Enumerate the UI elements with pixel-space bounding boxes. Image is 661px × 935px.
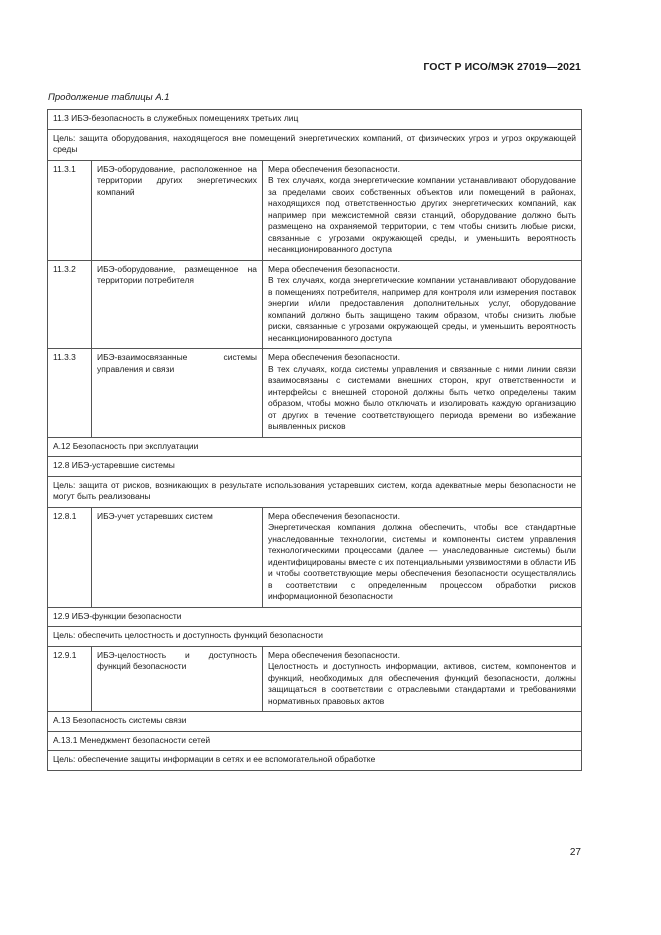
control-measure [263,646,582,712]
control-measure [263,160,582,260]
table-row [48,646,582,712]
measure-title: Мера обеспечения безопасности. [268,163,400,174]
goal-text: Цель: защита оборудования, находящегося вне помещений энергетических компаний, от физических угроз и угроз окружающей среды [48,129,582,160]
control-name: ИБЭ-учет устаревших систем [92,507,263,607]
measure-title: Мера обеспечения безопасности. [268,352,400,362]
section-row [48,607,582,627]
measure-text: В тех случаях, когда системы управления и связанные с ними линии связи взаимосвязаны с системами внешних сторон, круг ответственности и интерфейсы с внешней стороной должны быть четко определены таким образом, чтобы можно было отключать и изолировать каждую организацию от других в течение соответствующего периода времени во избежание выявленных рисков [268,363,576,431]
measure-text: Энергетическая компания должна обеспечить, чтобы все стандартные унаследованные технологии, системы и компоненты систем управления технологическими процессами (далее — унаследованные системы) были идентифицированы вместе с их потенциальными уязвимостями в области ИБ и чтобы соответствующие меры обеспечения безопасности осуществлялись в соответствии с определенным процессом обработки рисков информационной безопасности [268,522,576,601]
page-number: 27 [569,847,581,858]
measure-text: Целостность и доступность информации, активов, систем, компонентов и функций, необходимых для обеспечения функций безопасности, должны защищаться в соответствии с отраслевыми стандартами и требованиями нормативных правовых актов [268,661,576,706]
table-row [48,507,582,607]
control-name: ИБЭ-оборудование, расположенное на территории других энергетических компаний [92,160,263,260]
control-name: ИБЭ-взаимосвязанные системы управления и связи [92,349,263,438]
measure-title: Мера обеспечения безопасности. [268,510,400,521]
measure-text: В тех случаях, когда энергетические компании устанавливают оборудование в помещениях потребителя, например для контроля или измерения поставок энергии и/или предоставления дополнительных услуг, оборудование компаний должно быть защищено таким образом, чтобы снизить любые риски, связанные с угрозами окружающей среды, и уменьшить вероятность несанкционированного доступа [268,275,576,343]
table-continuation-label: Продолжение таблицы А.1 [48,92,170,103]
table-row [48,349,582,438]
section-row [48,712,582,732]
section-heading: А.13.1 Менеджмент безопасности сетей [48,731,582,751]
section-heading: А.12 Безопасность при эксплуатации [48,437,582,457]
goal-row [48,627,582,647]
section-row [48,110,582,130]
control-number: 11.3.1 [48,160,92,260]
table-row [48,260,582,349]
control-number: 11.3.3 [48,349,92,438]
measure-title: Мера обеспечения безопасности. [268,263,400,274]
control-name: ИБЭ-целостность и доступность функций безопасности [92,646,263,712]
control-measure [263,507,582,607]
control-number: 11.3.2 [48,260,92,349]
measure-title: Мера обеспечения безопасности. [268,649,400,660]
control-number: 12.8.1 [48,507,92,607]
section-heading: 12.8 ИБЭ-устаревшие системы [48,457,582,477]
control-number: 12.9.1 [48,646,92,712]
section-row [48,731,582,751]
control-name: ИБЭ-оборудование, размещенное на территории потребителя [92,260,263,349]
control-measure [263,260,582,349]
table-row [48,160,582,260]
section-heading: 12.9 ИБЭ-функции безопасности [48,607,582,627]
goal-row [48,751,582,771]
controls-table [47,109,582,771]
goal-row [48,129,582,160]
section-heading: А.13 Безопасность системы связи [48,712,582,732]
document-code: ГОСТ Р ИСО/МЭК 27019—2021 [423,61,581,73]
goal-text: Цель: защита от рисков, возникающих в результате использования устаревших систем, когда адекватные меры безопасности не могут быть реализованы [48,476,582,507]
goal-row [48,476,582,507]
section-row [48,437,582,457]
measure-text: В тех случаях, когда энергетические компании устанавливают оборудование за пределами своих собственных объектов или помещений в районах, находящихся под ответственностью других энергетических компаний, как например при межсистемной связи станций, оборудование должно быть размещено на охраняемой территории, с тем чтобы снизить любые риски, связанные с угрозами окружающей среды, и уменьшить вероятность несанкционированного доступа [268,175,576,254]
section-heading: 11.3 ИБЭ-безопасность в служебных помещениях третьих лиц [48,110,582,130]
goal-text: Цель: обеспечение защиты информации в сетях и ее вспомогательной обработке [48,751,582,771]
goal-text: Цель: обеспечить целостность и доступность функций безопасности [48,627,582,647]
control-measure [263,349,582,438]
section-row [48,457,582,477]
